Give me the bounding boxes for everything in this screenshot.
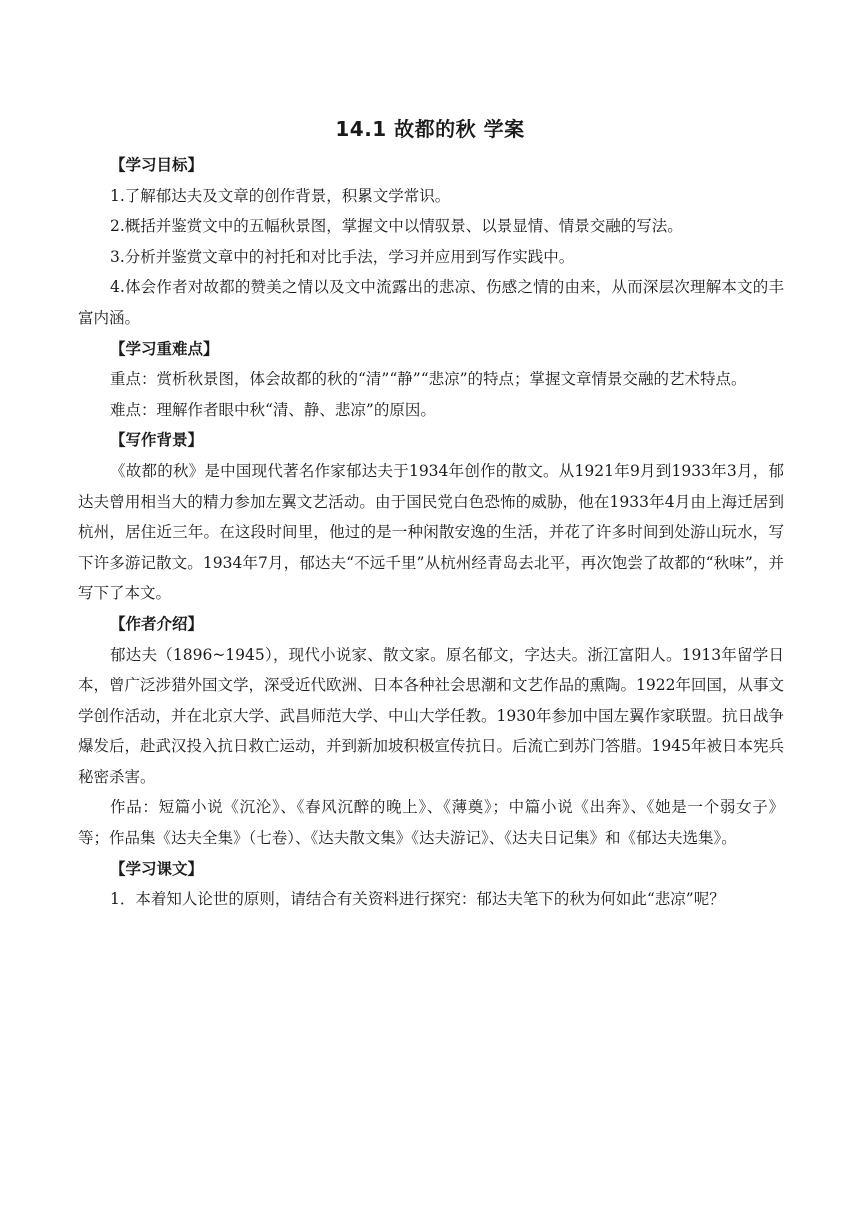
goal-item-4: 4.体会作者对故都的赞美之情以及文中流露出的悲凉、伤感之情的由来，从而深层次理解本文的丰富内涵。: [78, 278, 784, 327]
goal-item-3: 3.分析并鉴赏文章中的衬托和对比手法，学习并应用到写作实践中。: [110, 247, 575, 266]
section-heading-study: 【学习课文】: [110, 859, 204, 878]
document-body: [78, 150, 784, 915]
section-heading-goals: 【学习目标】: [110, 156, 204, 174]
key-point-difficulty: 难点：理解作者眼中秋“清、静、悲凉”的原因。: [110, 400, 436, 419]
background-paragraph: 《故都的秋》是中国现代著名作家郁达夫于1934年创作的散文。从1921年9月到1933年3月，郁达夫曾用相当大的精力参加左翼文艺活动。由于国民党白色恐怖的威胁，他在1933年4月由上海迁居到杭州，居住近三年。在这段时间里，他过的是一种闲散安逸的生活，并花了许多时间到处游山玩水，写下许多游记散文。1934年7月，郁达夫“不远千里”从杭州经青岛去北平，再次饱尝了故都的“秋味”，并写下了本文。: [78, 461, 784, 603]
author-works-paragraph: 作品：短篇小说《沉沦》、《春风沉醉的晚上》、《薄奠》；中篇小说《出奔》、《她是一个弱女子》等；作品集《达夫全集》（七卷）、《达夫散文集》《达夫游记》、《达夫日记集》和《郁达夫选集》。: [78, 798, 784, 848]
key-point-focus: 重点：赏析秋景图，体会故都的秋的“清”“静”“悲凉”的特点；掌握文章情景交融的艺术特点。: [110, 370, 747, 389]
goal-item-2: 2.概括并鉴赏文中的五幅秋景图，掌握文中以情驭景、以景显情、情景交融的写法。: [110, 217, 683, 236]
study-question-1: 1．本着知人论世的原则，请结合有关资料进行探究：郁达夫笔下的秋为何如此“悲凉”呢？: [110, 890, 725, 909]
author-bio-paragraph: 郁达夫（1896~1945），现代小说家、散文家。原名郁文，字达夫。浙江富阳人。1913年留学日本，曾广泛涉猎外国文学，深受近代欧洲、日本各种社会思潮和文艺作品的熏陶。1922年回国，从事文学创作活动，并在北京大学、武昌师范大学、中山大学任教。1930年参加中国左翼作家联盟。抗日战争爆发后，赴武汉投入抗日救亡运动，并到新加坡积极宣传抗日。后流亡到苏门答腊。1945年被日本宪兵秘密杀害。: [78, 645, 784, 786]
goal-item-1: 1.了解郁达夫及文章的创作背景，积累文学常识。: [110, 186, 451, 205]
section-heading-background: 【写作背景】: [110, 431, 204, 450]
section-heading-key-points: 【学习重难点】: [110, 339, 219, 358]
section-heading-author: 【作者介绍】: [110, 614, 204, 633]
document-title: 14.1 故都的秋 学案: [335, 117, 525, 141]
